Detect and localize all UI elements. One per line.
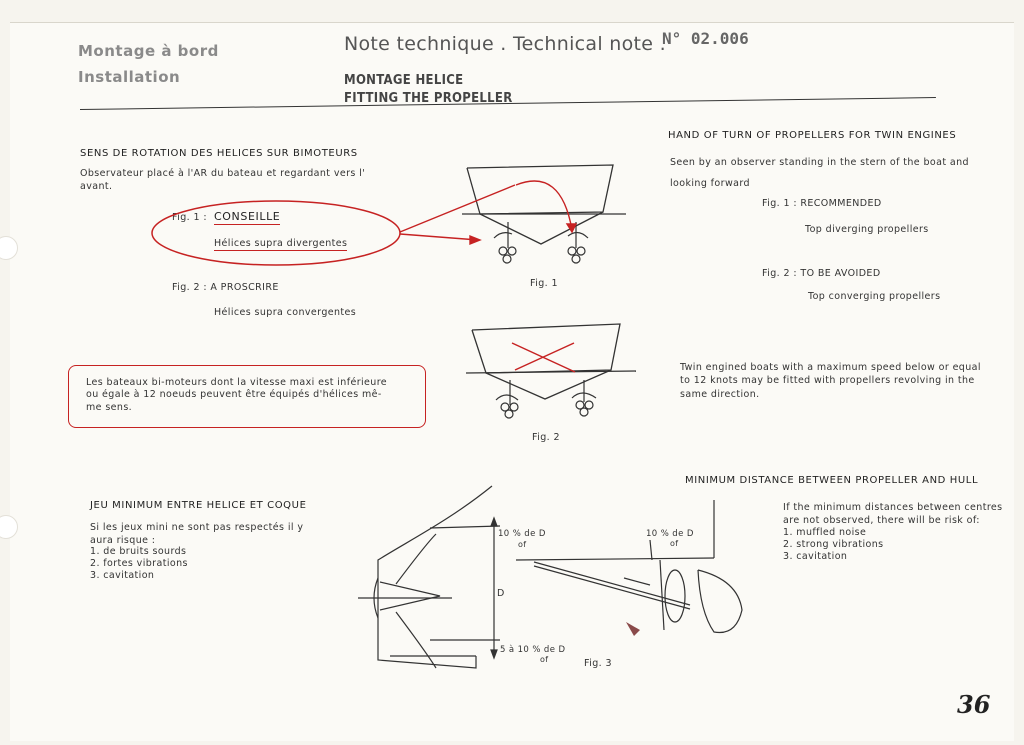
header-left-line1: Montage à bord [78,42,219,60]
header-sub-line1: MONTAGE HELICE [344,73,464,88]
fr-observer-line1: Observateur placé à l'AR du bateau et regardant vers l' [80,168,366,179]
fr-rotation-heading: SENS DE ROTATION DES HELICES SUR BIMOTEURS [80,148,358,159]
header-sub-line2: FITTING THE PROPELLER [344,91,513,106]
fr-fig2-desc: Hélices supra convergentes [214,307,357,318]
fr-note-line1: Les bateaux bi-moteurs dont la vitesse maxi est inférieure [86,377,388,388]
en-note-line2: to 12 knots may be fitted with propellers revolving in the [680,375,975,386]
fig3-shaft-rudder [516,500,742,633]
en-rotation-heading: HAND OF TURN OF PROPELLERS FOR TWIN ENGINES [668,130,957,141]
en-clearance-line2: are not observed, there will be risk of: [783,515,980,526]
en-clearance-item1: 1. muffled noise [783,527,867,538]
en-note-line1: Twin engined boats with a maximum speed below or equal [680,362,981,373]
fr-note-line3: me sens. [86,402,133,413]
fr-clearance-heading: JEU MINIMUM ENTRE HELICE ET COQUE [90,500,307,511]
fr-fig2-label: Fig. 2 : A PROSCRIRE [172,282,279,293]
en-fig1-desc: Top diverging propellers [805,224,929,235]
en-clearance-item3: 3. cavitation [783,551,848,562]
fig3-hull-section [358,486,500,668]
fig3-caption: Fig. 3 [584,658,612,669]
fr-clearance-item2: 2. fortes vibrations [90,558,188,569]
en-observer-line1: Seen by an observer standing in the stern of the boat and [670,157,969,168]
note-number: N° 02.006 [662,29,749,48]
en-observer-line2: looking forward [670,178,750,189]
dim-right-of: of [670,539,679,548]
fr-fig1-prefix: Fig. 1 : [172,212,207,223]
fig1-hull [462,165,626,244]
ink-smudge [626,622,640,636]
en-note-line3: same direction. [680,389,760,400]
en-fig1-label: Fig. 1 : RECOMMENDED [762,198,882,209]
dim-right-label: 10 % de D [646,529,694,539]
fr-fig1-ellipse [152,201,400,265]
en-clearance-heading: MINIMUM DISTANCE BETWEEN PROPELLER AND HULL [685,475,979,486]
en-fig2-desc: Top converging propellers [808,291,941,302]
fig1-caption: Fig. 1 [530,278,558,289]
en-clearance-item2: 2. strong vibrations [783,539,884,550]
fr-clearance-item3: 3. cavitation [90,570,155,581]
header-title: Note technique . Technical note . [344,33,666,55]
dim-bottom-label: 5 à 10 % de D [500,645,566,655]
en-fig2-label: Fig. 2 : TO BE AVOIDED [762,268,881,279]
dim-top-of: of [518,540,527,549]
fig2-caption: Fig. 2 [532,432,560,443]
fr-fig1-desc: Hélices supra divergentes [214,238,348,249]
fr-clearance-line1: Si les jeux mini ne sont pas respectés il y [90,522,304,533]
dim-top-label: 10 % de D [498,529,546,539]
fr-fig1-label: CONSEILLE [214,210,281,223]
fr-observer-line2: avant. [80,181,113,192]
en-clearance-line1: If the minimum distances between centres [783,502,1003,513]
fr-note-line2: ou égale à 12 noeuds peuvent être équipés d'hélices mê- [86,389,382,400]
fr-clearance-item1: 1. de bruits sourds [90,546,187,557]
dim-bottom-of: of [540,655,549,664]
page-number: 36 [957,690,991,719]
fr-clearance-line2: aura risque : [90,535,156,546]
fig2-cross [512,343,575,372]
dim-D-label: D [497,588,505,599]
header-left-line2: Installation [78,68,181,86]
